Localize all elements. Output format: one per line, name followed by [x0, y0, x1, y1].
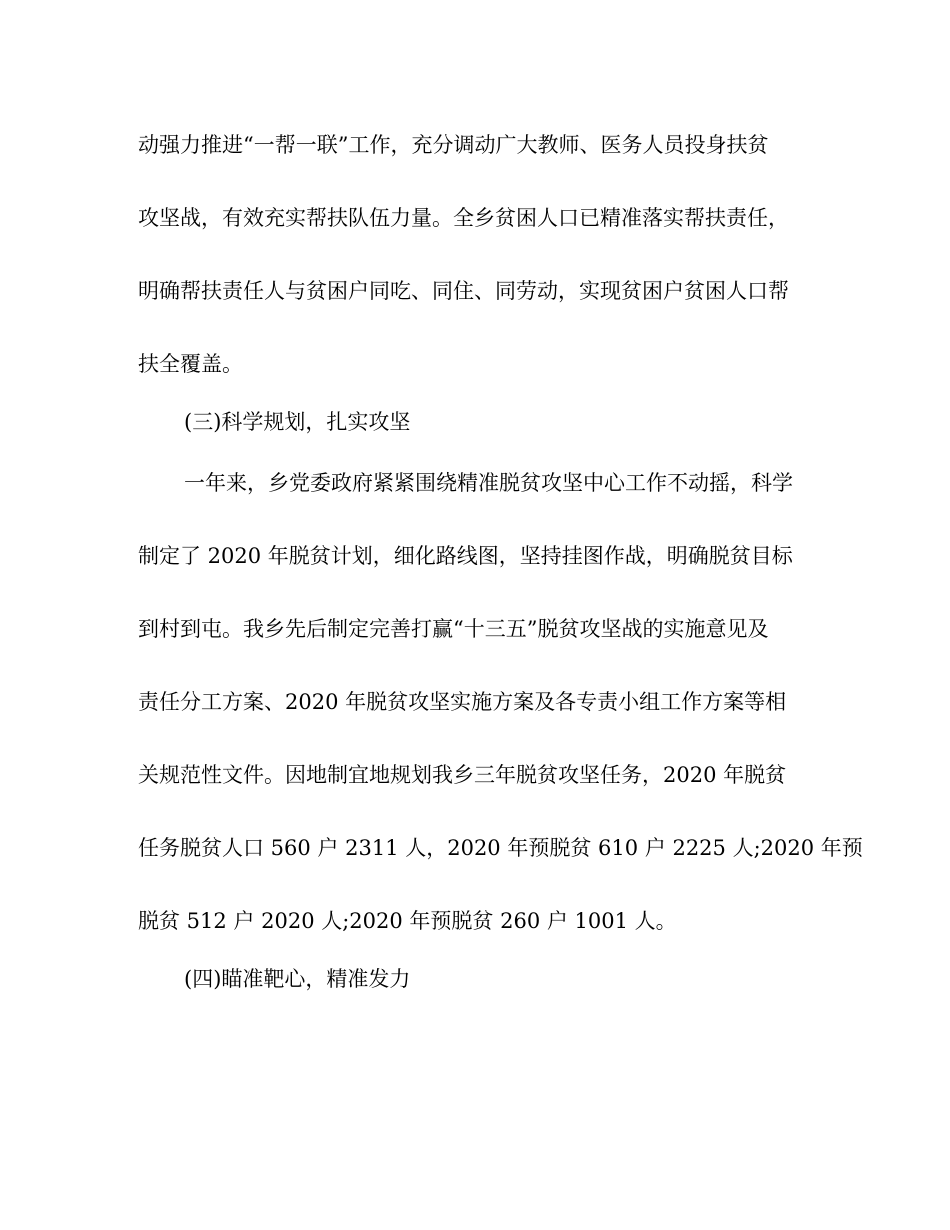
paragraph-line: 任务脱贫人口 560 户 2311 人，2020 年预脱贫 610 户 2225 人;2020 年预 [138, 836, 863, 860]
paragraph-line: 扶全覆盖。 [138, 352, 243, 376]
paragraph-line: 制定了 2020 年脱贫计划，细化路线图，坚持挂图作战，明确脱贫目标 [138, 544, 793, 568]
paragraph-line: 脱贫 512 户 2020 人;2020 年预脱贫 260 户 1001 人。 [138, 909, 677, 933]
paragraph-line: 明确帮扶责任人与贫困户同吃、同住、同劳动，实现贫困户贫困人口帮 [138, 279, 789, 303]
paragraph-line: 一年来，乡党委政府紧紧围绕精准脱贫攻坚中心工作不动摇，科学 [184, 471, 793, 495]
paragraph-line: 到村到屯。我乡先后制定完善打赢“十三五”脱贫攻坚战的实施意见及 [138, 617, 769, 641]
paragraph-line: 攻坚战，有效充实帮扶队伍力量。全乡贫困人口已精准落实帮扶责任， [138, 206, 789, 230]
paragraph-line: 责任分工方案、2020 年脱贫攻坚实施方案及各专责小组工作方案等相 [138, 690, 787, 714]
section-heading: (四)瞄准靶心，精准发力 [184, 967, 411, 991]
section-heading: (三)科学规划，扎实攻坚 [184, 410, 411, 434]
paragraph-line: 动强力推进“一帮一联”工作，充分调动广大教师、医务人员投身扶贫 [138, 133, 769, 157]
paragraph-line: 关规范性文件。因地制宜地规划我乡三年脱贫攻坚任务，2020 年脱贫 [138, 763, 787, 787]
